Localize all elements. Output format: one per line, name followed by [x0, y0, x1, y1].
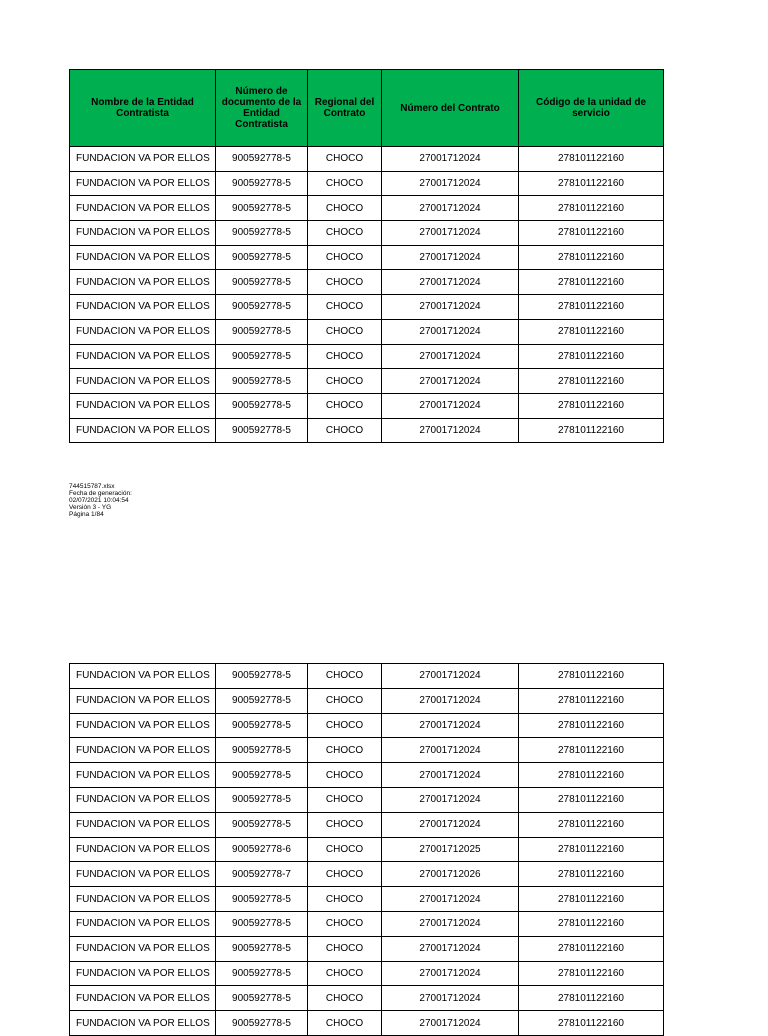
cell-entity-name: FUNDACION VA POR ELLOS: [70, 862, 216, 887]
cell-service-unit-code: 278101122160: [519, 1011, 664, 1036]
cell-contract-number: 27001712024: [382, 147, 519, 172]
table-row: [70, 936, 664, 961]
cell-service-unit-code: 278101122160: [519, 221, 664, 246]
cell-regional: CHOCO: [308, 738, 382, 763]
cell-service-unit-code: 278101122160: [519, 787, 664, 812]
cell-contract-number: 27001712024: [382, 270, 519, 295]
table-row: [70, 911, 664, 936]
cell-entity-name: FUNDACION VA POR ELLOS: [70, 369, 216, 394]
cell-regional: CHOCO: [308, 763, 382, 788]
cell-document-number: 900592778-6: [216, 837, 308, 862]
cell-contract-number: 27001712024: [382, 787, 519, 812]
cell-document-number: 900592778-5: [216, 393, 308, 418]
page-footer: [69, 483, 132, 518]
table-row: [70, 418, 664, 443]
cell-document-number: 900592778-5: [216, 763, 308, 788]
cell-regional: CHOCO: [308, 664, 382, 689]
cell-service-unit-code: 278101122160: [519, 911, 664, 936]
cell-entity-name: FUNDACION VA POR ELLOS: [70, 245, 216, 270]
cell-entity-name: FUNDACION VA POR ELLOS: [70, 319, 216, 344]
cell-contract-number: 27001712024: [382, 245, 519, 270]
cell-service-unit-code: 278101122160: [519, 738, 664, 763]
cell-contract-number: 27001712024: [382, 961, 519, 986]
cell-entity-name: FUNDACION VA POR ELLOS: [70, 936, 216, 961]
cell-service-unit-code: 278101122160: [519, 344, 664, 369]
cell-regional: CHOCO: [308, 787, 382, 812]
cell-service-unit-code: 278101122160: [519, 171, 664, 196]
cell-document-number: 900592778-5: [216, 221, 308, 246]
table-row: [70, 369, 664, 394]
cell-service-unit-code: 278101122160: [519, 418, 664, 443]
cell-service-unit-code: 278101122160: [519, 196, 664, 221]
cell-contract-number: 27001712024: [382, 295, 519, 320]
footer-version: Versión 3 - YG: [69, 504, 112, 511]
cell-regional: CHOCO: [308, 344, 382, 369]
table-row: [70, 961, 664, 986]
cell-service-unit-code: 278101122160: [519, 688, 664, 713]
cell-entity-name: FUNDACION VA POR ELLOS: [70, 171, 216, 196]
cell-document-number: 900592778-5: [216, 147, 308, 172]
table-row: [70, 245, 664, 270]
header-document-number: Número de documento de la Entidad Contratista: [216, 70, 308, 147]
cell-document-number: 900592778-5: [216, 1011, 308, 1036]
cell-entity-name: FUNDACION VA POR ELLOS: [70, 961, 216, 986]
cell-service-unit-code: 278101122160: [519, 713, 664, 738]
cell-regional: CHOCO: [308, 688, 382, 713]
table-row: [70, 887, 664, 912]
cell-contract-number: 27001712024: [382, 171, 519, 196]
cell-entity-name: FUNDACION VA POR ELLOS: [70, 812, 216, 837]
cell-document-number: 900592778-5: [216, 369, 308, 394]
cell-service-unit-code: 278101122160: [519, 763, 664, 788]
cell-service-unit-code: 278101122160: [519, 862, 664, 887]
cell-contract-number: 27001712025: [382, 837, 519, 862]
cell-document-number: 900592778-5: [216, 344, 308, 369]
cell-regional: CHOCO: [308, 393, 382, 418]
cell-entity-name: FUNDACION VA POR ELLOS: [70, 887, 216, 912]
cell-contract-number: 27001712024: [382, 887, 519, 912]
table-body-bottom: [70, 664, 664, 1036]
cell-service-unit-code: 278101122160: [519, 986, 664, 1011]
cell-contract-number: 27001712024: [382, 664, 519, 689]
cell-document-number: 900592778-5: [216, 961, 308, 986]
contracts-table-bottom: [69, 663, 664, 1036]
cell-regional: CHOCO: [308, 147, 382, 172]
cell-entity-name: FUNDACION VA POR ELLOS: [70, 1011, 216, 1036]
cell-regional: CHOCO: [308, 221, 382, 246]
cell-document-number: 900592778-5: [216, 738, 308, 763]
cell-regional: CHOCO: [308, 911, 382, 936]
table-row: [70, 688, 664, 713]
cell-entity-name: FUNDACION VA POR ELLOS: [70, 738, 216, 763]
cell-contract-number: 27001712024: [382, 369, 519, 394]
cell-entity-name: FUNDACION VA POR ELLOS: [70, 837, 216, 862]
cell-service-unit-code: 278101122160: [519, 887, 664, 912]
cell-contract-number: 27001712024: [382, 713, 519, 738]
table-row: [70, 1011, 664, 1036]
table-row: [70, 295, 664, 320]
cell-document-number: 900592778-5: [216, 911, 308, 936]
cell-entity-name: FUNDACION VA POR ELLOS: [70, 664, 216, 689]
cell-regional: CHOCO: [308, 812, 382, 837]
cell-regional: CHOCO: [308, 887, 382, 912]
table-row: [70, 196, 664, 221]
cell-regional: CHOCO: [308, 369, 382, 394]
cell-entity-name: FUNDACION VA POR ELLOS: [70, 344, 216, 369]
table-row: [70, 270, 664, 295]
cell-contract-number: 27001712024: [382, 738, 519, 763]
cell-contract-number: 27001712026: [382, 862, 519, 887]
cell-entity-name: FUNDACION VA POR ELLOS: [70, 986, 216, 1011]
cell-entity-name: FUNDACION VA POR ELLOS: [70, 147, 216, 172]
cell-document-number: 900592778-5: [216, 986, 308, 1011]
cell-document-number: 900592778-7: [216, 862, 308, 887]
contracts-table-top: [69, 69, 664, 443]
table-row: [70, 147, 664, 172]
cell-document-number: 900592778-5: [216, 787, 308, 812]
table-row: [70, 812, 664, 837]
table-row: [70, 862, 664, 887]
table-row: [70, 221, 664, 246]
cell-entity-name: FUNDACION VA POR ELLOS: [70, 270, 216, 295]
cell-regional: CHOCO: [308, 171, 382, 196]
cell-entity-name: FUNDACION VA POR ELLOS: [70, 196, 216, 221]
cell-document-number: 900592778-5: [216, 319, 308, 344]
cell-document-number: 900592778-5: [216, 270, 308, 295]
cell-regional: CHOCO: [308, 986, 382, 1011]
cell-contract-number: 27001712024: [382, 344, 519, 369]
cell-entity-name: FUNDACION VA POR ELLOS: [70, 393, 216, 418]
cell-contract-number: 27001712024: [382, 986, 519, 1011]
cell-document-number: 900592778-5: [216, 245, 308, 270]
table-row: [70, 344, 664, 369]
cell-service-unit-code: 278101122160: [519, 961, 664, 986]
cell-entity-name: FUNDACION VA POR ELLOS: [70, 713, 216, 738]
cell-contract-number: 27001712024: [382, 911, 519, 936]
cell-document-number: 900592778-5: [216, 713, 308, 738]
table-body-top: [70, 147, 664, 443]
cell-contract-number: 27001712024: [382, 221, 519, 246]
cell-document-number: 900592778-5: [216, 688, 308, 713]
footer-page: Página 1/84: [69, 511, 104, 518]
cell-service-unit-code: 278101122160: [519, 393, 664, 418]
footer-filename: 744515787.xlsx: [69, 483, 115, 490]
cell-regional: CHOCO: [308, 295, 382, 320]
footer-generated-at: 02/07/2021 10:04:54: [69, 497, 129, 504]
cell-contract-number: 27001712024: [382, 196, 519, 221]
table-row: [70, 393, 664, 418]
cell-regional: CHOCO: [308, 418, 382, 443]
cell-service-unit-code: 278101122160: [519, 270, 664, 295]
cell-contract-number: 27001712024: [382, 418, 519, 443]
cell-regional: CHOCO: [308, 936, 382, 961]
cell-service-unit-code: 278101122160: [519, 295, 664, 320]
cell-contract-number: 27001712024: [382, 393, 519, 418]
footer-generated-label: Fecha de generación:: [69, 490, 132, 497]
cell-contract-number: 27001712024: [382, 688, 519, 713]
cell-document-number: 900592778-5: [216, 812, 308, 837]
header-contract-number: Número del Contrato: [382, 70, 519, 147]
table-row: [70, 787, 664, 812]
cell-entity-name: FUNDACION VA POR ELLOS: [70, 295, 216, 320]
cell-document-number: 900592778-5: [216, 936, 308, 961]
header-entity-name: Nombre de la Entidad Contratista: [70, 70, 216, 147]
cell-document-number: 900592778-5: [216, 664, 308, 689]
table-row: [70, 738, 664, 763]
cell-entity-name: FUNDACION VA POR ELLOS: [70, 911, 216, 936]
cell-service-unit-code: 278101122160: [519, 812, 664, 837]
table-row: [70, 986, 664, 1011]
table-row: [70, 171, 664, 196]
header-service-unit-code: Código de la unidad de servicio: [519, 70, 664, 147]
table-row: [70, 713, 664, 738]
table-row: [70, 763, 664, 788]
cell-regional: CHOCO: [308, 319, 382, 344]
cell-regional: CHOCO: [308, 270, 382, 295]
cell-entity-name: FUNDACION VA POR ELLOS: [70, 688, 216, 713]
cell-document-number: 900592778-5: [216, 418, 308, 443]
cell-service-unit-code: 278101122160: [519, 664, 664, 689]
cell-entity-name: FUNDACION VA POR ELLOS: [70, 763, 216, 788]
cell-document-number: 900592778-5: [216, 196, 308, 221]
cell-regional: CHOCO: [308, 1011, 382, 1036]
cell-contract-number: 27001712024: [382, 319, 519, 344]
table-row: [70, 664, 664, 689]
cell-regional: CHOCO: [308, 862, 382, 887]
cell-service-unit-code: 278101122160: [519, 936, 664, 961]
header-regional: Regional del Contrato: [308, 70, 382, 147]
cell-entity-name: FUNDACION VA POR ELLOS: [70, 787, 216, 812]
cell-service-unit-code: 278101122160: [519, 319, 664, 344]
table-row: [70, 319, 664, 344]
table-header-row: [70, 70, 664, 147]
cell-contract-number: 27001712024: [382, 763, 519, 788]
cell-document-number: 900592778-5: [216, 295, 308, 320]
cell-document-number: 900592778-5: [216, 887, 308, 912]
cell-service-unit-code: 278101122160: [519, 245, 664, 270]
cell-contract-number: 27001712024: [382, 936, 519, 961]
cell-service-unit-code: 278101122160: [519, 837, 664, 862]
cell-contract-number: 27001712024: [382, 1011, 519, 1036]
cell-service-unit-code: 278101122160: [519, 147, 664, 172]
cell-regional: CHOCO: [308, 961, 382, 986]
cell-entity-name: FUNDACION VA POR ELLOS: [70, 221, 216, 246]
cell-service-unit-code: 278101122160: [519, 369, 664, 394]
cell-document-number: 900592778-5: [216, 171, 308, 196]
cell-regional: CHOCO: [308, 837, 382, 862]
cell-regional: CHOCO: [308, 713, 382, 738]
cell-regional: CHOCO: [308, 245, 382, 270]
cell-entity-name: FUNDACION VA POR ELLOS: [70, 418, 216, 443]
cell-contract-number: 27001712024: [382, 812, 519, 837]
cell-regional: CHOCO: [308, 196, 382, 221]
table-row: [70, 837, 664, 862]
